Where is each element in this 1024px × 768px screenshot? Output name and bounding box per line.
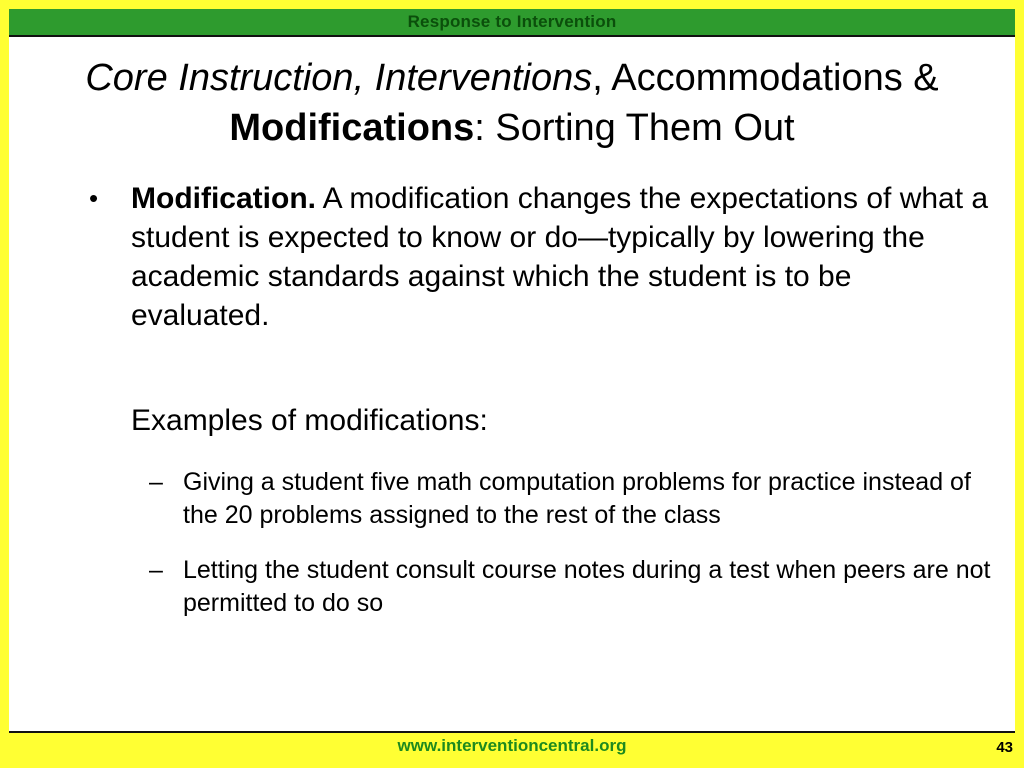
bullet-item bbox=[89, 179, 991, 335]
sub-bullet-marker: – bbox=[149, 468, 163, 496]
sub-bullet-text: Giving a student five math computation problems for practice instead of the 20 problems assigned to the rest of the class bbox=[183, 468, 971, 529]
bullet-paragraph bbox=[131, 179, 991, 335]
sub-bullet-text: Letting the student consult course notes during a test when peers are not permitted to do so bbox=[183, 556, 991, 617]
title-line-2 bbox=[49, 103, 975, 153]
bullet-lead: Modification. bbox=[131, 182, 316, 215]
footer-url: www.interventioncentral.org bbox=[397, 736, 627, 755]
sub-bullet-list bbox=[149, 466, 991, 620]
examples-label: Examples of modifications: bbox=[131, 404, 488, 437]
banner-title: Response to Intervention bbox=[407, 12, 617, 31]
title-line2-rest: : Sorting Them Out bbox=[474, 107, 795, 149]
bullet-marker: • bbox=[89, 183, 99, 213]
sub-bullet-item bbox=[149, 466, 991, 532]
title-line1-italic: Core Instruction, Interventions bbox=[85, 57, 593, 99]
sub-bullet-item bbox=[149, 554, 991, 620]
title-line-1 bbox=[49, 53, 975, 103]
slide-body bbox=[9, 179, 1015, 620]
title-line1-rest: , Accommodations & bbox=[592, 57, 939, 99]
footer-bar bbox=[9, 731, 1015, 759]
bullet-text: A modification changes the expectations of what a student is expected to know or do—typically by lowering the academic standards against which the student is to be evaluated. bbox=[131, 182, 989, 332]
slide-title bbox=[9, 53, 1015, 153]
page-number: 43 bbox=[996, 739, 1013, 756]
header-banner bbox=[9, 9, 1015, 37]
title-line2-bold: Modifications bbox=[229, 107, 475, 149]
sub-bullet-marker: – bbox=[149, 556, 163, 584]
